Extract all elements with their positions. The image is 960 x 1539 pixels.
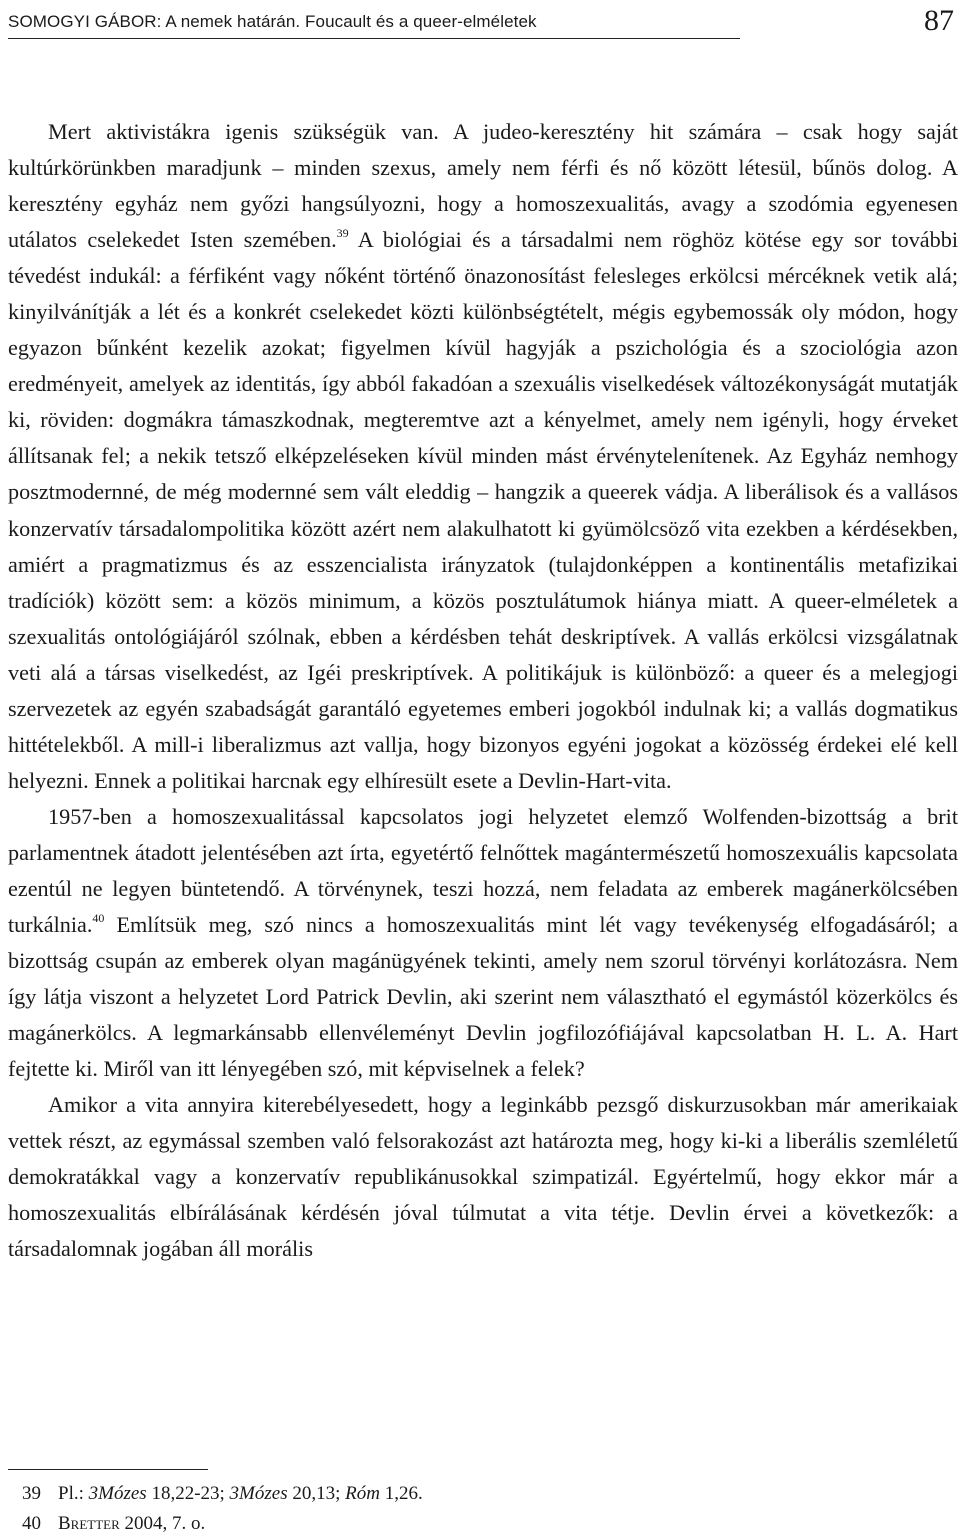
running-header xyxy=(8,4,960,38)
footnote-number: 40 xyxy=(22,1513,41,1534)
footnote-text: 18,22-23; xyxy=(146,1483,230,1504)
paragraph-text: 1957-ben a homoszexualitással kapcsolatos jogi helyzetet elemző Wolfenden-bizottság a brit parlamentnek átadott jelentésében azt írta, egyetértő felnőttek magántermészetű homoszexuális kapcsolata ezentúl ne legyen büntetendő. A törvénynek, teszi hozzá, nem feladata az emberek magánerkölcsében turkálnia. xyxy=(8,803,958,938)
footnote-number: 39 xyxy=(22,1483,41,1504)
footnote-citation: Róm xyxy=(345,1483,380,1504)
footnote-author: Bretter xyxy=(58,1513,120,1534)
footnote-citation: 3Mózes xyxy=(88,1483,147,1504)
header-rule xyxy=(8,38,740,39)
paragraph-text: Mert aktivistákra igenis szükségük van. A judeo-keresztény hit számára – csak hogy saját kultúrkörünkben maradjunk – minden szexus, amely nem férfi és nő között létesül, bűnös dolog. A keresztény egyház nem győzi hangsúlyozni, hogy a homoszexualitás, avagy a szodómia egyenesen utálatos cselekedet Isten szemében. xyxy=(8,119,958,253)
footnote-ref-39[interactable]: 39 xyxy=(336,225,349,240)
footnote-text: 1,26. xyxy=(379,1483,423,1504)
footnote-39 xyxy=(22,1479,922,1509)
paragraph-1 xyxy=(8,114,958,799)
footnotes xyxy=(22,1479,922,1539)
body-text xyxy=(8,114,958,1268)
running-title: SOMOGYI GÁBOR: A nemek határán. Foucault és a queer-elméletek xyxy=(8,12,537,31)
footnote-text: 2004, 7. o. xyxy=(119,1513,206,1534)
footnote-text: 20,13; xyxy=(287,1483,346,1504)
paragraph-text: Amikor a vita annyira kiterebélyesedett, hogy a leginkább pezsgő diskurzusokban már amerikaiak vettek részt, az egymással szemben való felsorakozást azt határozta meg, hogy ki-ki a liberális szemléletű demokratákkal vagy a konzervatív republikánusokkal szimpatizál. Egyértelmű, hogy ekkor már a homoszexualitás elbírálásának kérdésén jóval túlmutat a vita tétje. Devlin érvei a következők: a társadalomnak jogában áll morális xyxy=(8,1092,958,1262)
paragraph-text: Említsük meg, szó nincs a homoszexualitás mint lét vagy tevékenység elfogadásáról; a bizottság csupán az emberek olyan magánügyének tekinti, amely nem szorul törvényi korlátozásra. Nem így látja viszont a helyzetet Lord Patrick Devlin, aki szerint nem választható el egymástól közerkölcs és magánerkölcs. A legmarkánsabb ellenvéleményt Devlin jogfilozófiájával kapcsolatban H. L. A. Hart fejtette ki. Miről van itt lényegében szó, mit képviselnek a felek? xyxy=(8,912,958,1082)
footnote-ref-40[interactable]: 40 xyxy=(92,910,105,925)
footnote-text: Pl.: xyxy=(58,1483,89,1504)
footnote-rule xyxy=(8,1469,208,1470)
paragraph-2 xyxy=(8,799,958,1087)
paragraph-text: A biológiai és a társadalmi nem röghöz kötése egy sor további tévedést indukál: a férfiként vagy nőként történő önazonosítást felesleges erkölcsi mércéknek vetik alá; kinyilvánítják a lét és a konkrét cselekedet közti különbségtételt, mégis egybemossák oly módon, hogy egyazon bűnként kezelik azokat; figyelmen kívül hagyják a pszichológia és a szociológia azon eredményeit, amelyek az identitás, így abból fakadóan a szexuális viselkedések változékonyságát mutatják ki, röviden: dogmákra támaszkodnak, megteremtve azt a kényelmet, amely nem igényli, hogy érveket állítsanak fel; a nekik tetsző elképzeléseken kívül minden mást érvénytelenítenek. Az Egyház nemhogy posztmodernné, de még modernné sem vált eleddig – hangzik a queerek vádja. A liberálisok és a vallásos konzervatív társadalompolitika között azért nem alakulhatott ki gyümölcsöző vita ezekben a kérdésekben, amiért a pragmatizmus és az esszencialista irányzatok (tulajdonképpen a kontinentális metafizikai tradíciók) között sem: a közös minimum, a közös posztulátumok hiánya miatt. A queer-elméletek a szexualitás ontológiájáról szólnak, ebben a kérdésben tehát deskriptívek. A vallás erkölcsi vizsgálatnak veti alá a társas viselkedést, az Igéi preskriptívek. A politikájuk is különböző: a queer és a melegjogi szervezetek az egyén szabadságát garantáló egyetemes emberi jogokból indulnak ki; a vallás dogmatikus hittételekből. A mill-i liberalizmus azt vallja, hogy bizonyos egyéni jogokat a közösség érdekei elé kell helyezni. Ennek a politikai harcnak egy elhíresült esete a Devlin-Hart-vita. xyxy=(8,227,958,793)
footnote-citation: 3Mózes xyxy=(229,1483,288,1504)
footnote-40 xyxy=(22,1509,922,1539)
paragraph-3 xyxy=(8,1087,958,1267)
page-number: 87 xyxy=(924,4,954,37)
